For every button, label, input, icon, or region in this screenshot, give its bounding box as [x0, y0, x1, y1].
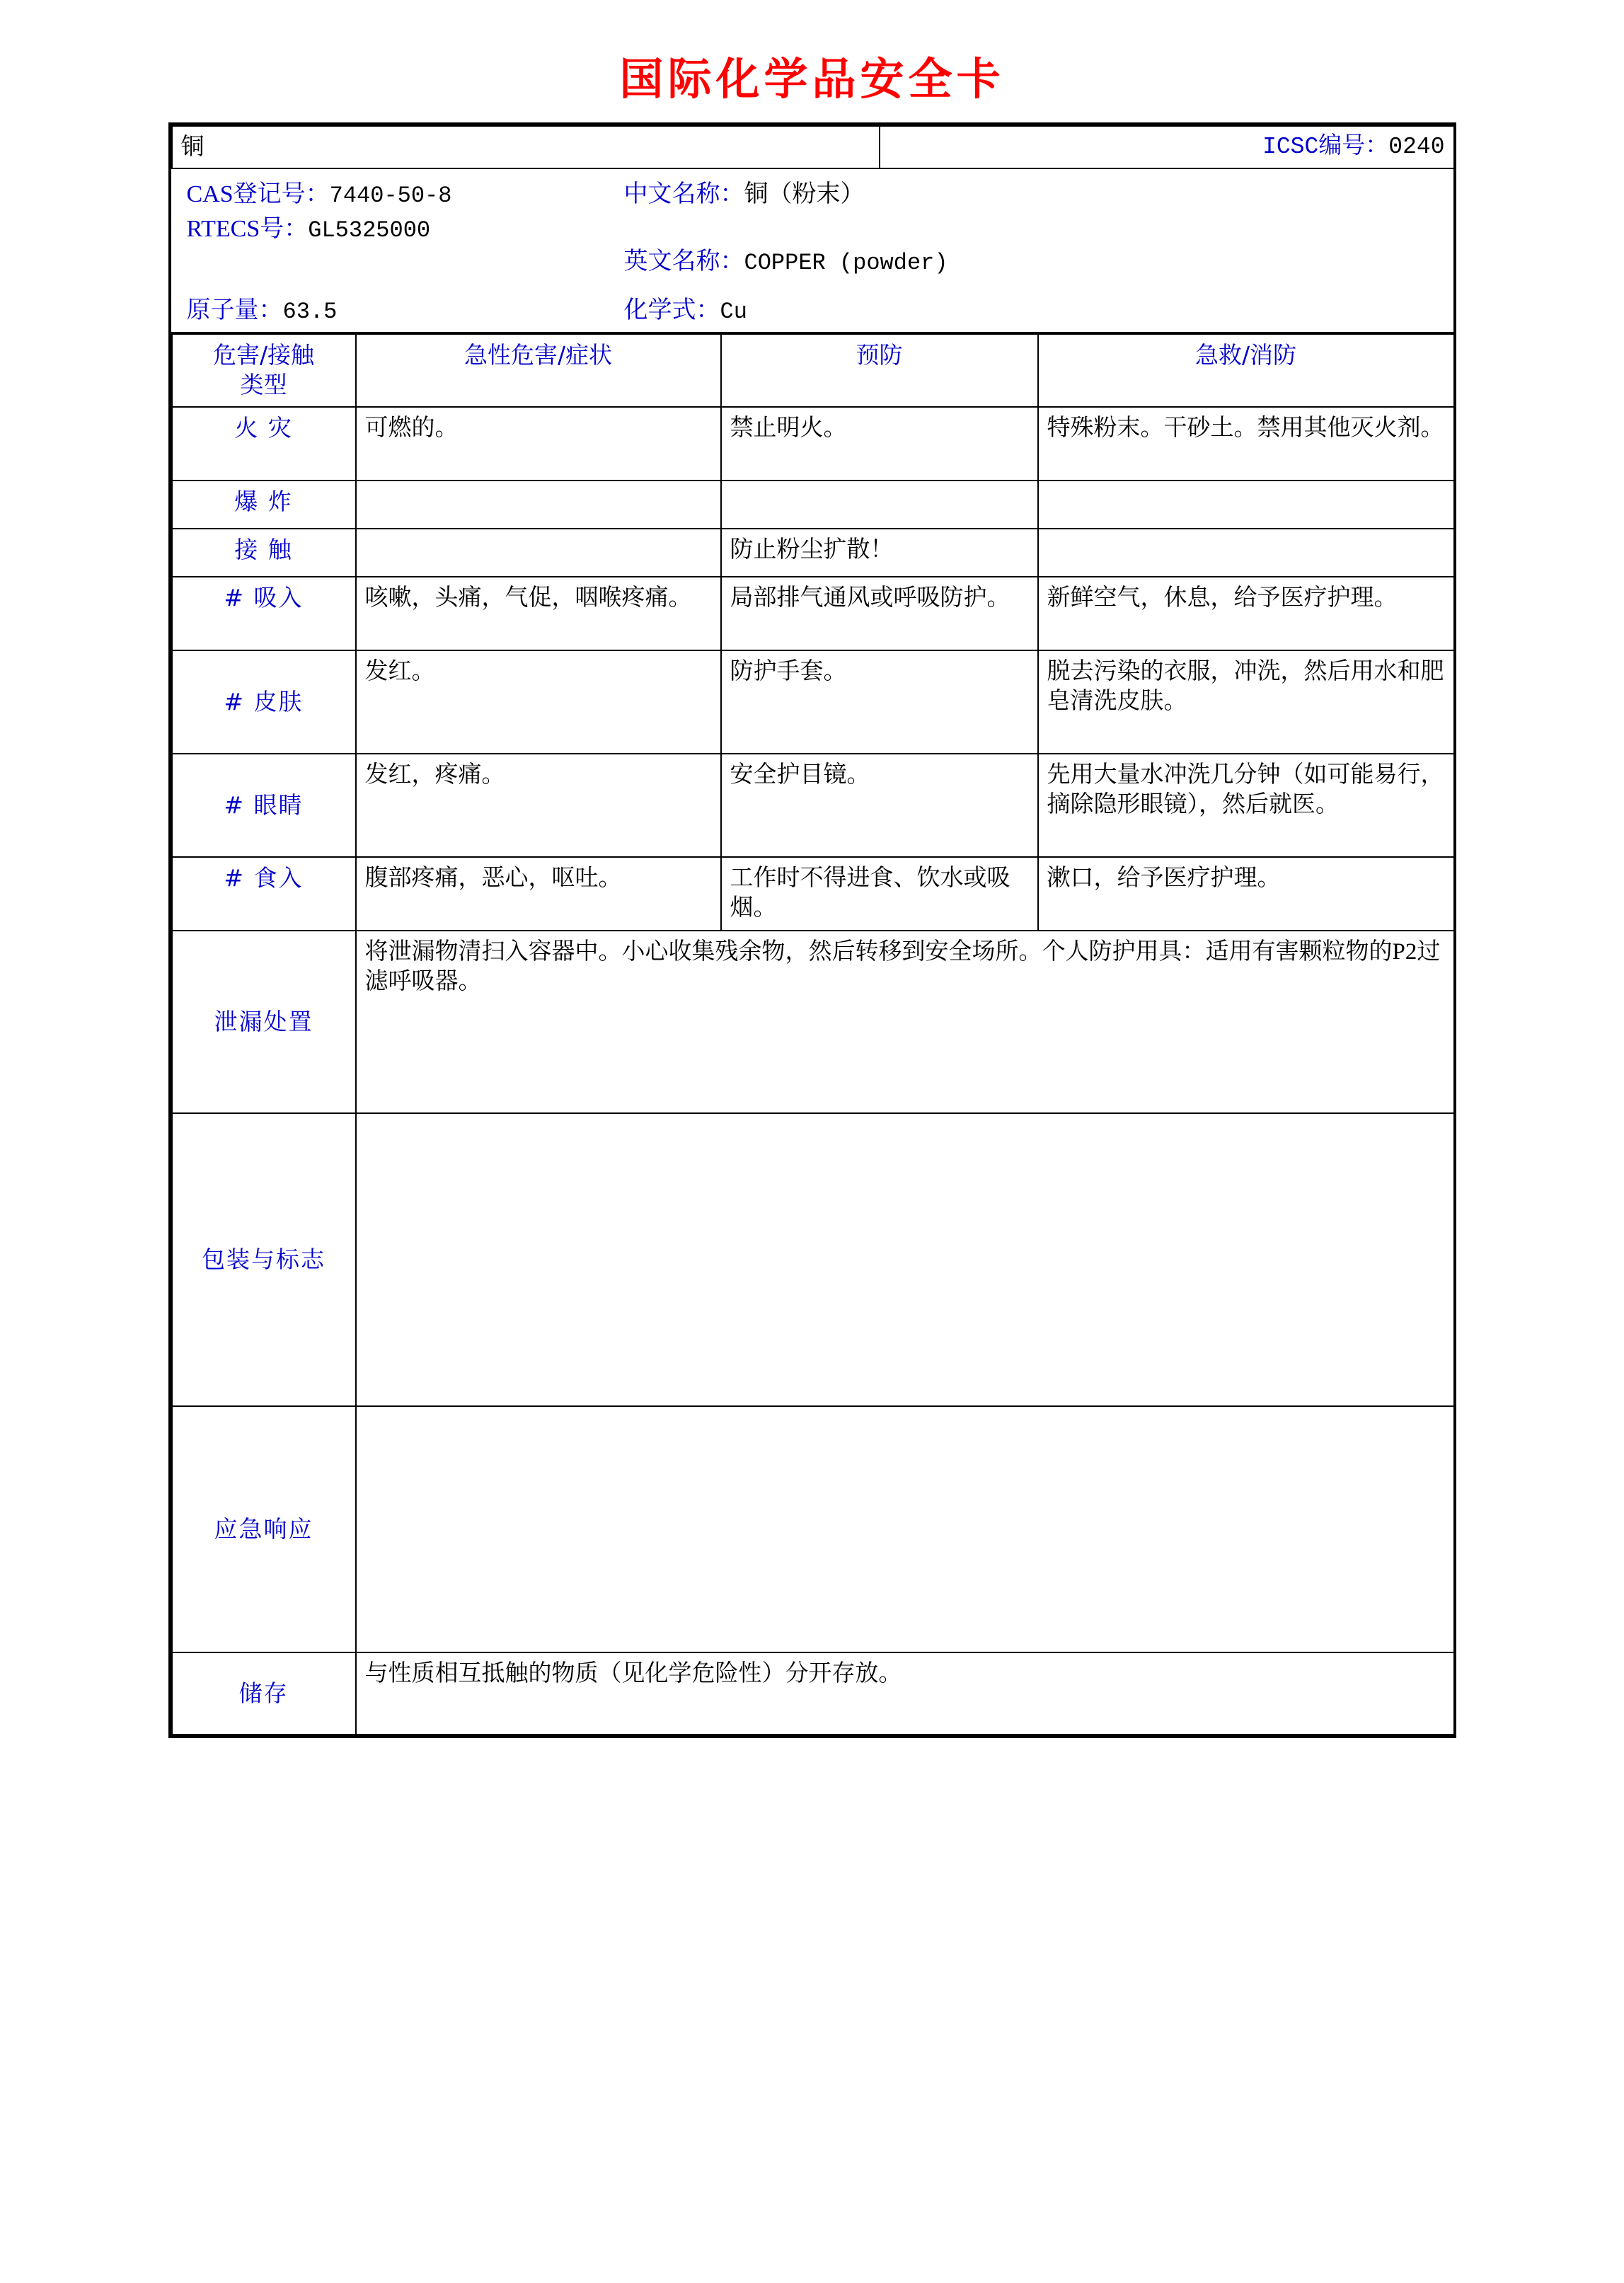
- substance-name: 铜: [172, 126, 880, 168]
- cell-skin-firstaid: 脱去污染的衣服，冲洗，然后用水和肥皂清洗皮肤。: [1038, 650, 1454, 754]
- cell-explosion-acute: [356, 481, 721, 529]
- cas-rtecs-block: [187, 178, 452, 246]
- atomic-mass-label: 原子量：: [186, 297, 283, 324]
- row-label-eyes: # 眼睛: [172, 754, 356, 857]
- section-label-packaging: 包装与标志: [172, 1113, 356, 1406]
- cell-skin-acute: 发红。: [356, 650, 721, 754]
- icsc-number-cell: [880, 126, 1454, 168]
- icsc-number: 0240: [1388, 134, 1445, 160]
- cell-explosion-firstaid: [1038, 481, 1454, 529]
- header-firstaid: 急救/消防: [1038, 334, 1454, 406]
- section-content-emergency: [356, 1406, 1454, 1652]
- table-row: [172, 407, 1454, 481]
- table-row: [172, 481, 1454, 529]
- cas-label: CAS登记号：: [186, 181, 330, 208]
- cell-exposure-firstaid: [1038, 529, 1454, 577]
- en-name-label: 英文名称：: [623, 248, 744, 275]
- cell-inhalation-prevention: 局部排气通风或呼吸防护。: [721, 577, 1038, 650]
- cell-skin-prevention: 防护手套。: [721, 650, 1038, 754]
- identity-details: [171, 169, 1453, 333]
- formula-label: 化学式：: [623, 297, 720, 324]
- table-row: [172, 857, 1454, 931]
- cell-ingestion-prevention: 工作时不得进食、饮水或吸烟。: [721, 857, 1038, 931]
- cell-eyes-firstaid: 先用大量水冲洗几分钟（如可能易行，摘除隐形眼镜），然后就医。: [1038, 754, 1454, 857]
- section-label-emergency: 应急响应: [172, 1406, 356, 1652]
- header-type-line2: 类型: [240, 371, 287, 399]
- cell-exposure-acute: [356, 529, 721, 577]
- section-row-packaging: [172, 1113, 1454, 1406]
- header-type-line1: 危害/接触: [212, 341, 315, 369]
- cell-explosion-prevention: [721, 481, 1038, 529]
- section-row-storage: [172, 1652, 1454, 1735]
- names-block: [624, 178, 948, 279]
- section-label-spill: 泄漏处置: [172, 931, 356, 1113]
- rtecs-value: GL5325000: [308, 217, 431, 243]
- formula-value: Cu: [720, 299, 747, 326]
- rtecs-label: RTECS号：: [186, 215, 309, 242]
- section-content-packaging: [356, 1113, 1454, 1406]
- cas-value: 7440-50-8: [329, 183, 452, 209]
- row-label-explosion: 爆 炸: [172, 481, 356, 529]
- cell-inhalation-acute: 咳嗽，头痛，气促，咽喉疼痛。: [356, 577, 721, 650]
- header-acute: 急性危害/症状: [356, 334, 721, 406]
- cell-inhalation-firstaid: 新鲜空气，休息，给予医疗护理。: [1038, 577, 1454, 650]
- row-label-skin: # 皮肤: [172, 650, 356, 754]
- header-type: [172, 334, 356, 406]
- section-label-storage: 储存: [172, 1652, 356, 1735]
- table-row: [172, 754, 1454, 857]
- cell-fire-firstaid: 特殊粉末。干砂土。禁用其他灭火剂。: [1038, 407, 1454, 481]
- cell-eyes-acute: 发红，疼痛。: [356, 754, 721, 857]
- cell-ingestion-acute: 腹部疼痛，恶心，呕吐。: [356, 857, 721, 931]
- atomic-mass-value: 63.5: [282, 299, 338, 326]
- section-content-spill: 将泄漏物清扫入容器中。小心收集残余物，然后转移到安全场所。个人防护用具：适用有害颗粒物的P2过滤呼吸器。: [356, 931, 1454, 1113]
- table-row: [172, 577, 1454, 650]
- section-row-spill: [172, 931, 1454, 1113]
- cn-name-label: 中文名称：: [623, 181, 744, 208]
- atomic-mass-line: [187, 294, 338, 328]
- cas-line: [187, 178, 452, 212]
- hazards-table: [171, 333, 1455, 1735]
- cn-name-value: 铜（粉末）: [744, 181, 865, 208]
- row-label-inhalation: # 吸入: [172, 577, 356, 650]
- cell-fire-acute: 可燃的。: [356, 407, 721, 481]
- substance-name-row: [172, 126, 1454, 168]
- cell-eyes-prevention: 安全护目镜。: [721, 754, 1038, 857]
- en-name-line: [624, 245, 948, 279]
- formula-line: [624, 294, 747, 328]
- rtecs-line: [187, 212, 452, 246]
- safety-card: [168, 122, 1456, 1738]
- table-row: [172, 529, 1454, 577]
- section-row-emergency: [172, 1406, 1454, 1652]
- section-content-storage: 与性质相互抵触的物质（见化学危险性）分开存放。: [356, 1652, 1454, 1735]
- cell-exposure-prevention: 防止粉尘扩散！: [721, 529, 1038, 577]
- row-label-exposure: 接 触: [172, 529, 356, 577]
- cell-ingestion-firstaid: 漱口，给予医疗护理。: [1038, 857, 1454, 931]
- row-label-ingestion: # 食入: [172, 857, 356, 931]
- page-title: 国际化学品安全卡: [619, 53, 1005, 105]
- header-prevention: 预防: [721, 334, 1038, 406]
- row-label-fire: 火 灾: [172, 407, 356, 481]
- icsc-label: ICSC编号：: [1262, 134, 1389, 160]
- table-row: [172, 650, 1454, 754]
- identity-table: [171, 125, 1455, 169]
- hazards-header-row: [172, 334, 1454, 406]
- cell-fire-prevention: 禁止明火。: [721, 407, 1038, 481]
- cn-name-line: [624, 178, 948, 212]
- en-name-value: COPPER (powder): [744, 249, 948, 276]
